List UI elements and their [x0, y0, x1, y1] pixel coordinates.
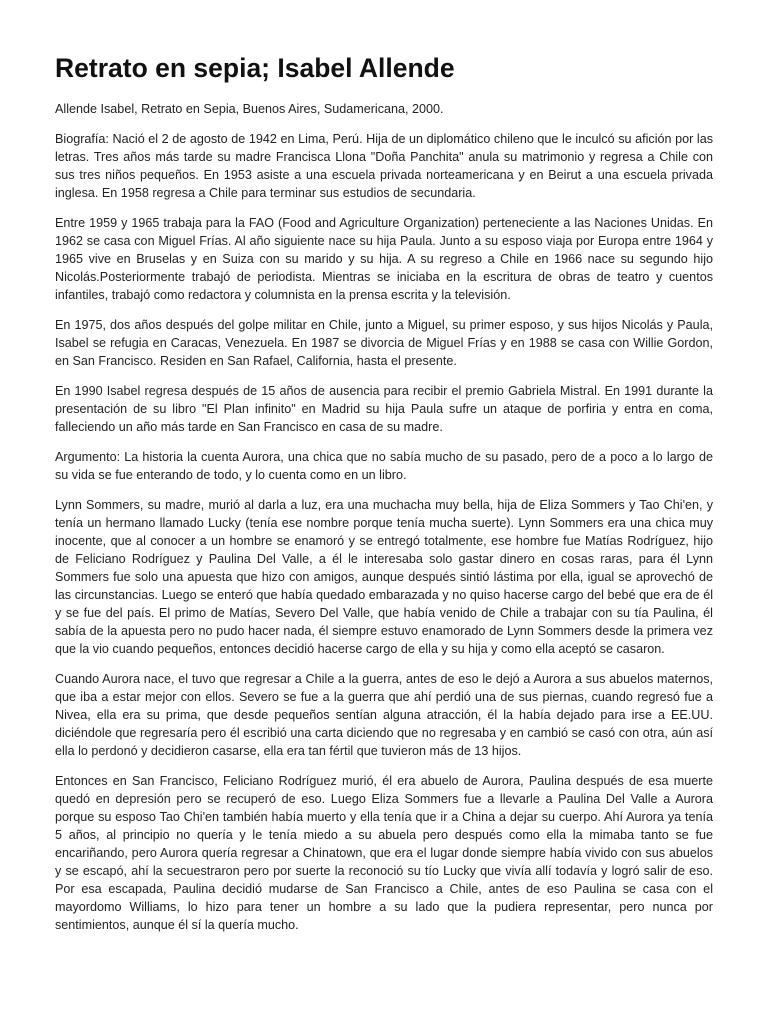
bibliographic-reference: Allende Isabel, Retrato en Sepia, Buenos Aires, Sudamericana, 2000. — [55, 102, 444, 116]
paragraph-biography-2: Entre 1959 y 1965 trabaja para la FAO (Food and Agriculture Organization) perteneciente a las Naciones Unidas. En 1962 se casa con Miguel Frías. Al año siguiente nace su hija Paula. Junto a su esposo viaja por Europa entre 1964 y 1965 vive en Bruselas y en Suiza con su marido y su hija. A su regreso a Chile en 1966 nace su segundo hijo Nicolás.Posteriormente trabajó de periodista. Mientras se iniciaba en la escritura de obras de teatro y cuentos infantiles, trabajó como redactora y columnista en la prensa escrita y la televisión. — [55, 216, 713, 302]
document-title: Retrato en sepia; Isabel Allende — [55, 53, 455, 83]
paragraph-argument-1: Argumento: La historia la cuenta Aurora, una chica que no sabía mucho de su pasado, pero de a poco a lo largo de su vida se fue enterando de todo, y lo cuenta como en un libro. — [55, 450, 713, 482]
paragraph-argument-3: Cuando Aurora nace, el tuvo que regresar a Chile a la guerra, antes de eso le dejó a Aurora a sus abuelos maternos, que iba a estar mejor con ellos. Severo se fue a la guerra que ahí perdió una de sus piernas, cuando regresó fue a Nivea, ella era su prima, que desde pequeños sentían alguna atracción, él la había dejado para irse a EE.UU. diciéndole que regresaría pero él escribió una carta diciendo que no regresaba y en cambió se casó con otra, aún así ella lo perdonó y decidieron casarse, ella era tan fértil que tuvieron más de 13 hijos. — [55, 672, 713, 758]
paragraph-biography-3: En 1975, dos años después del golpe militar en Chile, junto a Miguel, su primer esposo, y sus hijos Nicolás y Paula, Isabel se refugia en Caracas, Venezuela. En 1987 se divorcia de Miguel Frías y en 1988 se casa con Willie Gordon, en San Francisco. Residen en San Rafael, California, hasta el presente. — [55, 318, 713, 368]
paragraph-biography-4: En 1990 Isabel regresa después de 15 años de ausencia para recibir el premio Gabriela Mistral. En 1991 durante la presentación de su libro "El Plan infinito" en Madrid su hija Paula sufre un ataque de porfiria y entra en coma, falleciendo un año más tarde en San Francisco en casa de su madre. — [55, 384, 713, 434]
paragraph-argument-2: Lynn Sommers, su madre, murió al darla a luz, era una muchacha muy bella, hija de Eliza Sommers y Tao Chi'en, y tenía un hermano llamado Lucky (tenía ese nombre porque tenía mucha suerte). Lynn Sommers era una chica muy inocente, que al conocer a un hombre se enamoró y se entregó totalmente, ese hombre fue Matías Rodríguez, hijo de Feliciano Rodríguez y Paulina Del Valle, a él le interesaba solo gastar dinero en cosas raras, para él Lynn Sommers fue solo una apuesta que hizo con amigos, aunque después sintió lástima por ella, igual se aprovechó de las circunstancias. Luego se enteró que había quedado embarazada y no quiso hacerse cargo del bebé que era de él y se fue del país. El primo de Matías, Severo Del Valle, que había venido de Chile a trabajar con su tía Paulina, él sabía de la apuesta pero no pudo hacer nada, él siempre estuvo enamorado de Lynn Sommers desde la primera vez que la vio cuando pequeños, entonces decidió hacerse cargo de ella y su hija y como ella aceptó se casaron. — [55, 498, 713, 656]
paragraph-argument-4: Entonces en San Francisco, Feliciano Rodríguez murió, él era abuelo de Aurora, Paulina después de esa muerte quedó en depresión pero se recuperó de eso. Luego Eliza Sommers fue a llevarle a Paulina Del Valle a Aurora porque su esposo Tao Chi'en también había muerto y ella tenía que ir a China a dejar su cuerpo. Ahí Aurora ya tenía 5 años, al principio no quería y le tenía miedo a su abuela pero después como ella la mimaba tanto se fue encariñando, pero Aurora quería regresar a Chinatown, que era el lugar donde siempre había vivido con sus abuelos y se escapó, ahí la secuestraron pero por suerte la reconoció su tío Lucky que vivía allí todavía y logró salir de eso. Por esa escapada, Paulina decidió mudarse de San Francisco a Chile, antes de eso Paulina se casa con el mayordomo Williams, lo hizo para tener un hombre a su lado que la pudiera representar, pero nunca por sentimientos, aunque él sí la quería mucho. — [55, 774, 713, 932]
paragraph-biography-1: Biografía: Nació el 2 de agosto de 1942 en Lima, Perú. Hija de un diplomático chileno que le inculcó su afición por las letras. Tres años más tarde su madre Francisca Llona "Doña Panchita" anula su matrimonio y regresa a Chile con sus tres niños pequeños. En 1953 asiste a una escuela privada norteamericana y en Beirut a una escuela privada inglesa. En 1958 regresa a Chile para terminar sus estudios de secundaria. — [55, 132, 713, 200]
document-page — [55, 50, 713, 946]
